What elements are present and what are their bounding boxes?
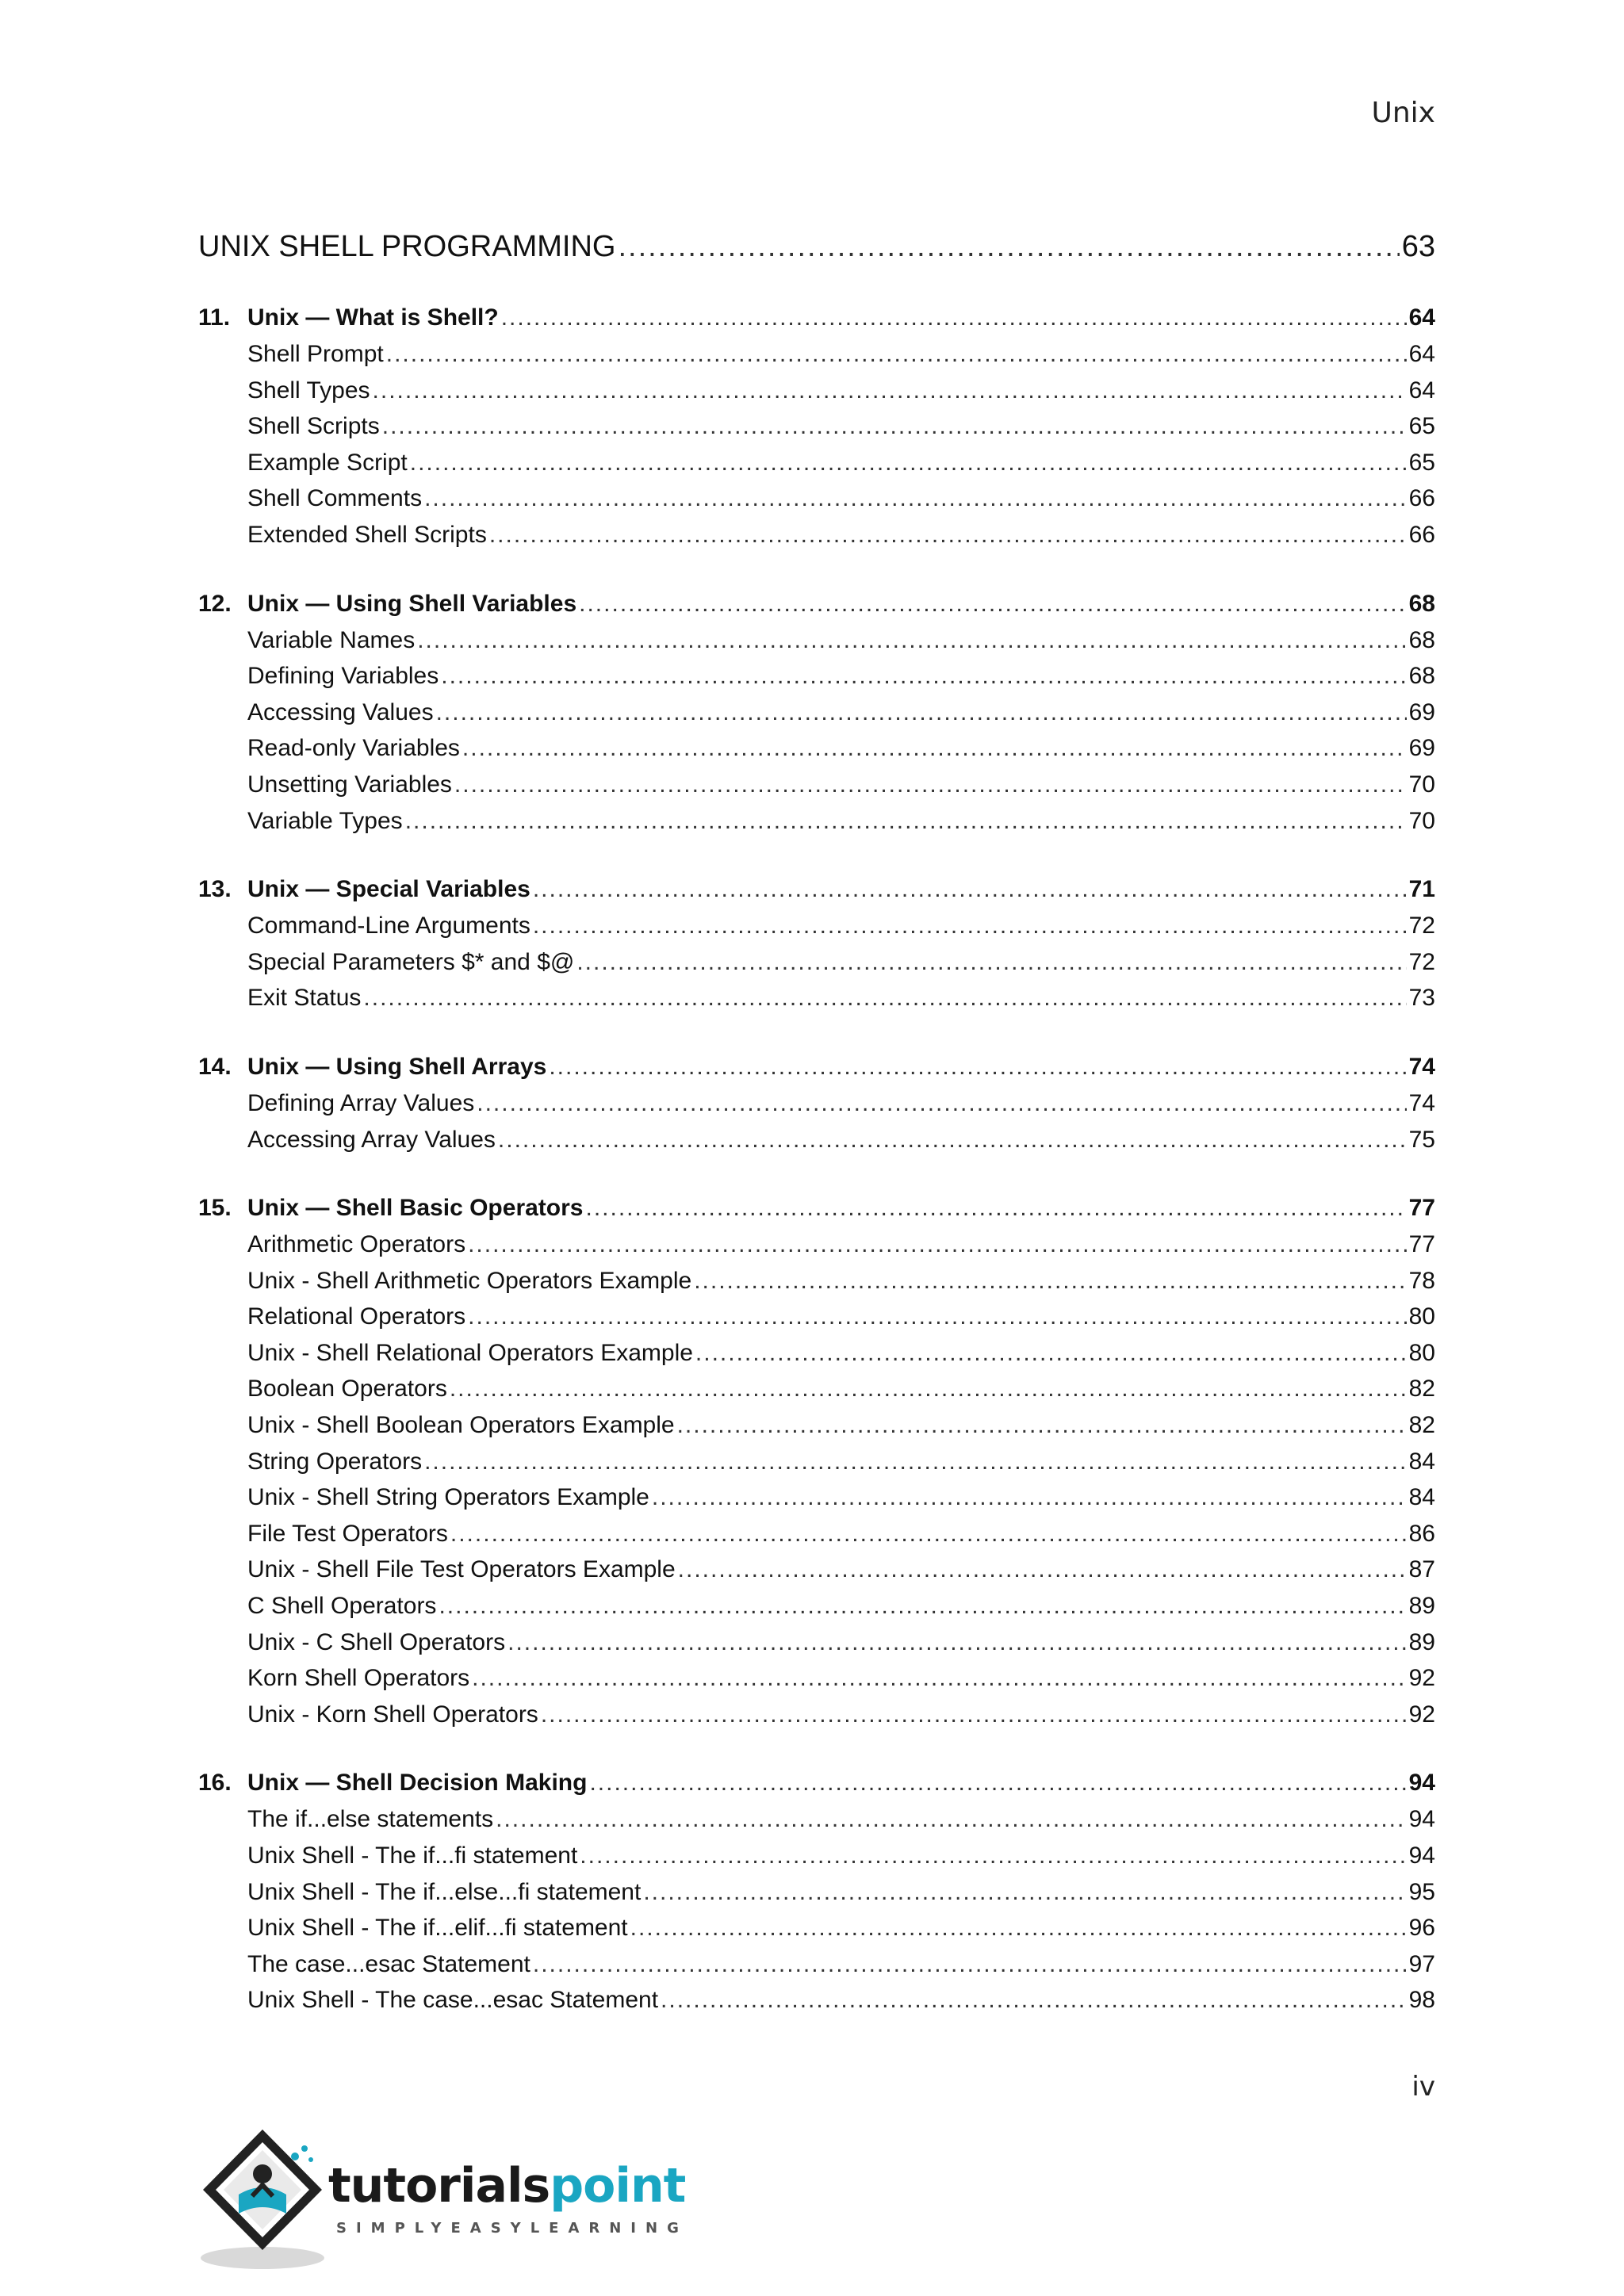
toc-section-row[interactable] [198, 627, 1435, 664]
section-page: 70 [1408, 771, 1435, 798]
section-page: 84 [1408, 1484, 1435, 1511]
dot-leader [533, 1951, 1407, 1978]
dot-leader [424, 485, 1407, 512]
toc-section-row[interactable] [198, 1629, 1435, 1666]
chapter-page: 64 [1408, 304, 1435, 331]
section-title: Unix - Shell Arithmetic Operators Example [247, 1267, 692, 1294]
section-page: 94 [1408, 1843, 1435, 1869]
section-page: 64 [1408, 377, 1435, 404]
toc-section-row[interactable] [198, 1127, 1435, 1163]
toc-section-row[interactable] [198, 1806, 1435, 1843]
chapter-page: 94 [1408, 1770, 1435, 1797]
chapter-title: Unix — Using Shell Variables [247, 590, 577, 617]
toc-section-row[interactable] [198, 1879, 1435, 1915]
section-title: Accessing Values [247, 698, 434, 725]
toc-section-row[interactable] [198, 699, 1435, 736]
dot-leader [436, 699, 1407, 726]
dot-leader [472, 1665, 1406, 1692]
toc-chapter-row[interactable] [198, 1054, 1435, 1090]
section-title: Shell Prompt [247, 341, 384, 367]
toc-section-row[interactable] [198, 377, 1435, 414]
section-title: Accessing Array Values [247, 1126, 496, 1153]
section-page: 80 [1408, 1339, 1435, 1366]
toc-section-row[interactable] [198, 1843, 1435, 1879]
chapter-number: 11. [198, 304, 231, 331]
section-title: Defining Variables [247, 663, 439, 690]
section-title: Unix - Shell Boolean Operators Example [247, 1412, 675, 1439]
section-title: Korn Shell Operators [247, 1665, 470, 1692]
section-page: 89 [1408, 1593, 1435, 1620]
dot-leader [468, 1303, 1406, 1330]
header-title: Unix [1371, 97, 1435, 129]
section-page: 84 [1408, 1448, 1435, 1475]
section-page: 68 [1408, 663, 1435, 690]
chapter-block [198, 591, 1435, 844]
section-title: Unix - C Shell Operators [247, 1628, 506, 1655]
toc-section-row[interactable] [198, 771, 1435, 808]
section-page: 92 [1408, 1665, 1435, 1692]
section-title: Unix - Shell File Test Operators Example [247, 1556, 676, 1583]
section-page: 72 [1408, 913, 1435, 939]
chapter-page: 71 [1408, 876, 1435, 903]
toc-section-row[interactable] [198, 341, 1435, 377]
toc-chapter-row[interactable] [198, 1770, 1435, 1806]
toc-section-row[interactable] [198, 1915, 1435, 1951]
section-title: Special Parameters $* and $@ [247, 948, 575, 975]
dot-leader [498, 1127, 1407, 1154]
section-title: Shell Comments [247, 485, 423, 512]
toc-section-row[interactable] [198, 1521, 1435, 1557]
chapter-block [198, 876, 1435, 1021]
toc-section-row[interactable] [198, 1340, 1435, 1376]
part-title: UNIX SHELL PROGRAMMING [198, 230, 616, 263]
toc-section-row[interactable] [198, 450, 1435, 486]
section-page: 89 [1408, 1628, 1435, 1655]
chapter-title: Unix — Special Variables [247, 876, 530, 903]
dot-leader [678, 1556, 1407, 1583]
section-page: 82 [1408, 1412, 1435, 1439]
part-page: 63 [1401, 230, 1435, 263]
section-page: 86 [1408, 1520, 1435, 1547]
dot-leader [405, 808, 1407, 835]
section-page: 80 [1408, 1303, 1435, 1330]
chapter-label [198, 876, 530, 903]
dot-leader [468, 1231, 1407, 1258]
dot-leader [652, 1484, 1407, 1511]
chapter-list [198, 304, 1435, 2023]
section-title: Shell Scripts [247, 413, 380, 440]
dot-leader [694, 1268, 1406, 1295]
chapter-label [198, 1054, 546, 1081]
logo-word-point: point [550, 2158, 686, 2214]
tutorialspoint-logo [195, 2125, 687, 2275]
dot-leader [454, 771, 1407, 798]
section-title: Variable Types [247, 807, 403, 834]
chapter-block [198, 304, 1435, 558]
dot-leader [589, 1770, 1406, 1797]
dot-leader [489, 522, 1407, 549]
chapter-number: 16. [198, 1770, 232, 1797]
section-page: 68 [1408, 626, 1435, 653]
section-page: 70 [1408, 807, 1435, 834]
toc-section-row[interactable] [198, 1448, 1435, 1485]
chapter-number: 13. [198, 876, 232, 903]
section-page: 74 [1408, 1089, 1435, 1116]
toc-section-row[interactable] [198, 1951, 1435, 1988]
dot-leader [541, 1701, 1407, 1728]
dot-leader [386, 341, 1407, 368]
dot-leader [508, 1629, 1407, 1656]
dot-leader [450, 1376, 1407, 1402]
dot-leader [450, 1521, 1407, 1548]
chapter-number: 12. [198, 590, 232, 617]
chapter-number: 15. [198, 1195, 232, 1222]
section-page: 66 [1408, 485, 1435, 512]
dot-leader [533, 913, 1407, 939]
chapter-number: 14. [198, 1053, 232, 1080]
toc-section-row[interactable] [198, 949, 1435, 985]
logo-emblem-icon [195, 2125, 330, 2275]
section-page: 64 [1408, 341, 1435, 367]
section-title: Unix - Shell String Operators Example [247, 1484, 649, 1511]
dot-leader [462, 735, 1407, 762]
section-title: Boolean Operators [247, 1376, 447, 1402]
section-page: 73 [1408, 985, 1435, 1012]
section-page: 87 [1408, 1556, 1435, 1583]
chapter-label [198, 304, 499, 331]
chapter-title: Unix — Shell Basic Operators [247, 1195, 584, 1222]
dot-leader [382, 413, 1407, 440]
dot-leader [439, 1593, 1406, 1620]
toc-section-row[interactable] [198, 663, 1435, 699]
section-title: Unix Shell - The if...else...fi statement [247, 1878, 642, 1905]
section-page: 78 [1408, 1267, 1435, 1294]
toc-chapter-row[interactable] [198, 304, 1435, 341]
section-page: 82 [1408, 1376, 1435, 1402]
chapter-block [198, 1195, 1435, 1737]
section-title: Relational Operators [247, 1303, 466, 1330]
section-page: 69 [1408, 735, 1435, 762]
toc-part-row[interactable] [198, 230, 1435, 277]
toc-section-row[interactable] [198, 1090, 1435, 1127]
section-title: Exit Status [247, 985, 362, 1012]
toc-section-row[interactable] [198, 1987, 1435, 2023]
toc-section-row[interactable] [198, 413, 1435, 450]
section-page: 96 [1408, 1915, 1435, 1942]
dot-leader [677, 1412, 1407, 1439]
section-page: 69 [1408, 698, 1435, 725]
section-page: 77 [1408, 1231, 1435, 1258]
toc-section-row[interactable] [198, 522, 1435, 558]
page-number: iv [1411, 2071, 1435, 2103]
dot-leader [643, 1879, 1406, 1906]
section-page: 72 [1408, 948, 1435, 975]
section-title: C Shell Operators [247, 1593, 437, 1620]
section-title: Unix Shell - The case...esac Statement [247, 1987, 659, 2014]
dot-leader [477, 1090, 1406, 1117]
toc-section-row[interactable] [198, 1231, 1435, 1268]
dot-leader [661, 1987, 1407, 2014]
section-page: 94 [1408, 1806, 1435, 1833]
section-page: 65 [1408, 449, 1435, 476]
chapter-label [198, 1770, 587, 1797]
dot-leader [417, 627, 1406, 654]
section-title: Unix - Korn Shell Operators [247, 1701, 538, 1728]
dot-leader [363, 985, 1406, 1012]
chapter-page: 68 [1408, 590, 1435, 617]
toc-section-row[interactable] [198, 1484, 1435, 1521]
dot-leader [630, 1915, 1407, 1942]
section-title: Extended Shell Scripts [247, 521, 487, 548]
section-title: Variable Names [247, 626, 416, 653]
section-title: Unix - Shell Relational Operators Example [247, 1339, 693, 1366]
chapter-title: Unix — Shell Decision Making [247, 1770, 588, 1797]
section-title: Unix Shell - The if...elif...fi statement [247, 1915, 628, 1942]
toc-chapter-row[interactable] [198, 876, 1435, 913]
chapter-block [198, 1770, 1435, 2023]
toc-section-row[interactable] [198, 913, 1435, 949]
section-title: File Test Operators [247, 1520, 448, 1547]
toc-section-row[interactable] [198, 1556, 1435, 1593]
section-title: Unsetting Variables [247, 771, 452, 798]
dot-leader [501, 304, 1407, 331]
section-title: Arithmetic Operators [247, 1231, 466, 1258]
chapter-page: 74 [1408, 1053, 1435, 1080]
dot-leader [496, 1806, 1406, 1833]
section-page: 92 [1408, 1701, 1435, 1728]
dot-leader [410, 450, 1407, 476]
section-title: Defining Array Values [247, 1089, 475, 1116]
toc-chapter-row[interactable] [198, 1195, 1435, 1231]
section-page: 98 [1408, 1987, 1435, 2014]
section-title: String Operators [247, 1448, 423, 1475]
chapter-title: Unix — What is Shell? [247, 304, 499, 331]
dot-leader [695, 1340, 1407, 1367]
section-title: The case...esac Statement [247, 1950, 530, 1977]
section-title: Unix Shell - The if...fi statement [247, 1843, 578, 1869]
section-title: Command-Line Arguments [247, 913, 530, 939]
section-page: 66 [1408, 521, 1435, 548]
section-page: 95 [1408, 1878, 1435, 1905]
toc-section-row[interactable] [198, 1593, 1435, 1629]
dot-leader [549, 1054, 1406, 1081]
chapter-label [198, 1195, 583, 1222]
section-title: The if...else statements [247, 1806, 494, 1833]
dot-leader [424, 1448, 1407, 1475]
toc-section-row[interactable] [198, 485, 1435, 522]
toc-section-row[interactable] [198, 985, 1435, 1021]
dot-leader [618, 230, 1399, 264]
dot-leader [579, 591, 1406, 618]
toc-section-row[interactable] [198, 1303, 1435, 1340]
logo-wordmark [328, 2158, 685, 2214]
section-page: 75 [1408, 1126, 1435, 1153]
dot-leader [533, 876, 1407, 903]
logo-word-tutorials: tutorials [328, 2158, 550, 2214]
chapter-label [198, 591, 576, 618]
section-title: Shell Types [247, 377, 370, 404]
dot-leader [576, 949, 1406, 976]
dot-leader [373, 377, 1407, 404]
logo-tagline: SIMPLYEASYLEARNING [336, 2220, 688, 2237]
toc-section-row[interactable] [198, 735, 1435, 771]
chapter-page: 77 [1408, 1195, 1435, 1222]
chapter-title: Unix — Using Shell Arrays [247, 1053, 547, 1080]
toc-section-row[interactable] [198, 808, 1435, 844]
toc-section-row[interactable] [198, 1701, 1435, 1738]
dot-leader [580, 1843, 1406, 1869]
chapter-block [198, 1054, 1435, 1162]
section-title: Example Script [247, 449, 408, 476]
dot-leader [585, 1195, 1406, 1222]
section-title: Read-only Variables [247, 735, 460, 762]
dot-leader [441, 663, 1406, 690]
toc-section-row[interactable] [198, 1665, 1435, 1701]
section-page: 65 [1408, 413, 1435, 440]
toc-section-row[interactable] [198, 1412, 1435, 1448]
toc-chapter-row[interactable] [198, 591, 1435, 627]
table-of-contents [198, 230, 1435, 2056]
section-page: 97 [1408, 1950, 1435, 1977]
toc-section-row[interactable] [198, 1268, 1435, 1304]
toc-section-row[interactable] [198, 1376, 1435, 1412]
